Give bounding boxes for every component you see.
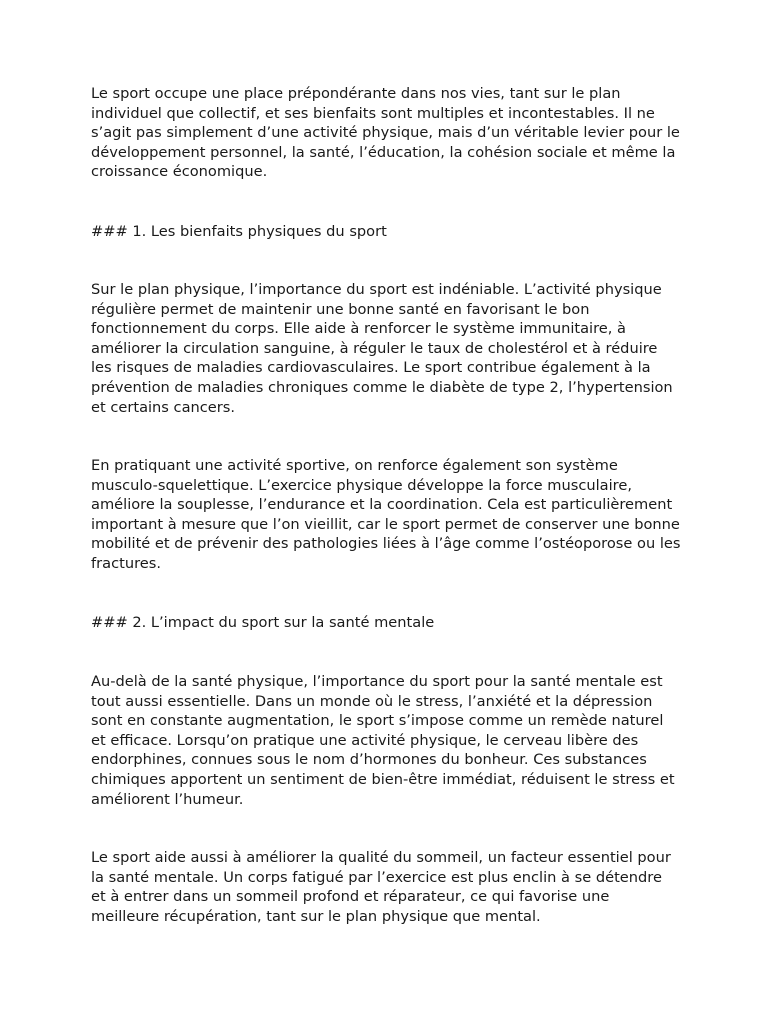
section-heading-2: ### 2. L’impact du sport sur la santé mentale (91, 614, 435, 631)
paragraph-physical-health: Sur le plan physique, l’importance du sport est indéniable. L’activité physique régulière permet de maintenir une bonne santé en favorisant le bon fonctionnement du corps. Elle aide à renforcer le système immunitaire, à améliorer la circulation sanguine, à réguler le taux de cholestérol et à réduire les risques de maladies cardiovasculaires. Le sport contribue également à la prévention de maladies chroniques comme le diabète de type 2, l’hypertension et certains cancers. (91, 281, 673, 416)
paragraph-intro: Le sport occupe une place prépondérante dans nos vies, tant sur le plan individuel que collectif, et ses bienfaits sont multiples et incontestables. Il ne s’agit pas simplement d’une activité physique, mais d’un véritable levier pour le développement personnel, la santé, l’éducation, la cohésion sociale et même la croissance économique. (91, 85, 680, 181)
paragraph-musculoskeletal: En pratiquant une activité sportive, on renforce également son système musculo-squelettique. L’exercice physique développe la force musculaire, améliore la souplesse, l’endurance et la coordination. Cela est particulièrement important à mesure que l’on vieillit, car le sport permet de conserver une bonne mobilité et de prévenir des pathologies liées à l’âge comme l’ostéoporose ou les fractures. (91, 457, 681, 572)
paragraph-sleep: Le sport aide aussi à améliorer la qualité du sommeil, un facteur essentiel pour la santé mentale. Un corps fatigué par l’exercice est plus enclin à se détendre et à entrer dans un sommeil profond et réparateur, ce qui favorise une meilleure récupération, tant sur le plan physique que mental. (91, 849, 671, 925)
section-heading-1: ### 1. Les bienfaits physiques du sport (91, 223, 387, 240)
paragraph-mental-health: Au-delà de la santé physique, l’importance du sport pour la santé mentale est tout aussi essentielle. Dans un monde où le stress, l’anxiété et la dépression sont en constante augmentation, le sport s’impose comme un remède naturel et efficace. Lorsqu’on pratique une activité physique, le cerveau libère des endorphines, connues sous le nom d’hormones du bonheur. Ces substances chimiques apportent un sentiment de bien-être immédiat, réduisent le stress et améliorent l’humeur. (91, 673, 675, 808)
